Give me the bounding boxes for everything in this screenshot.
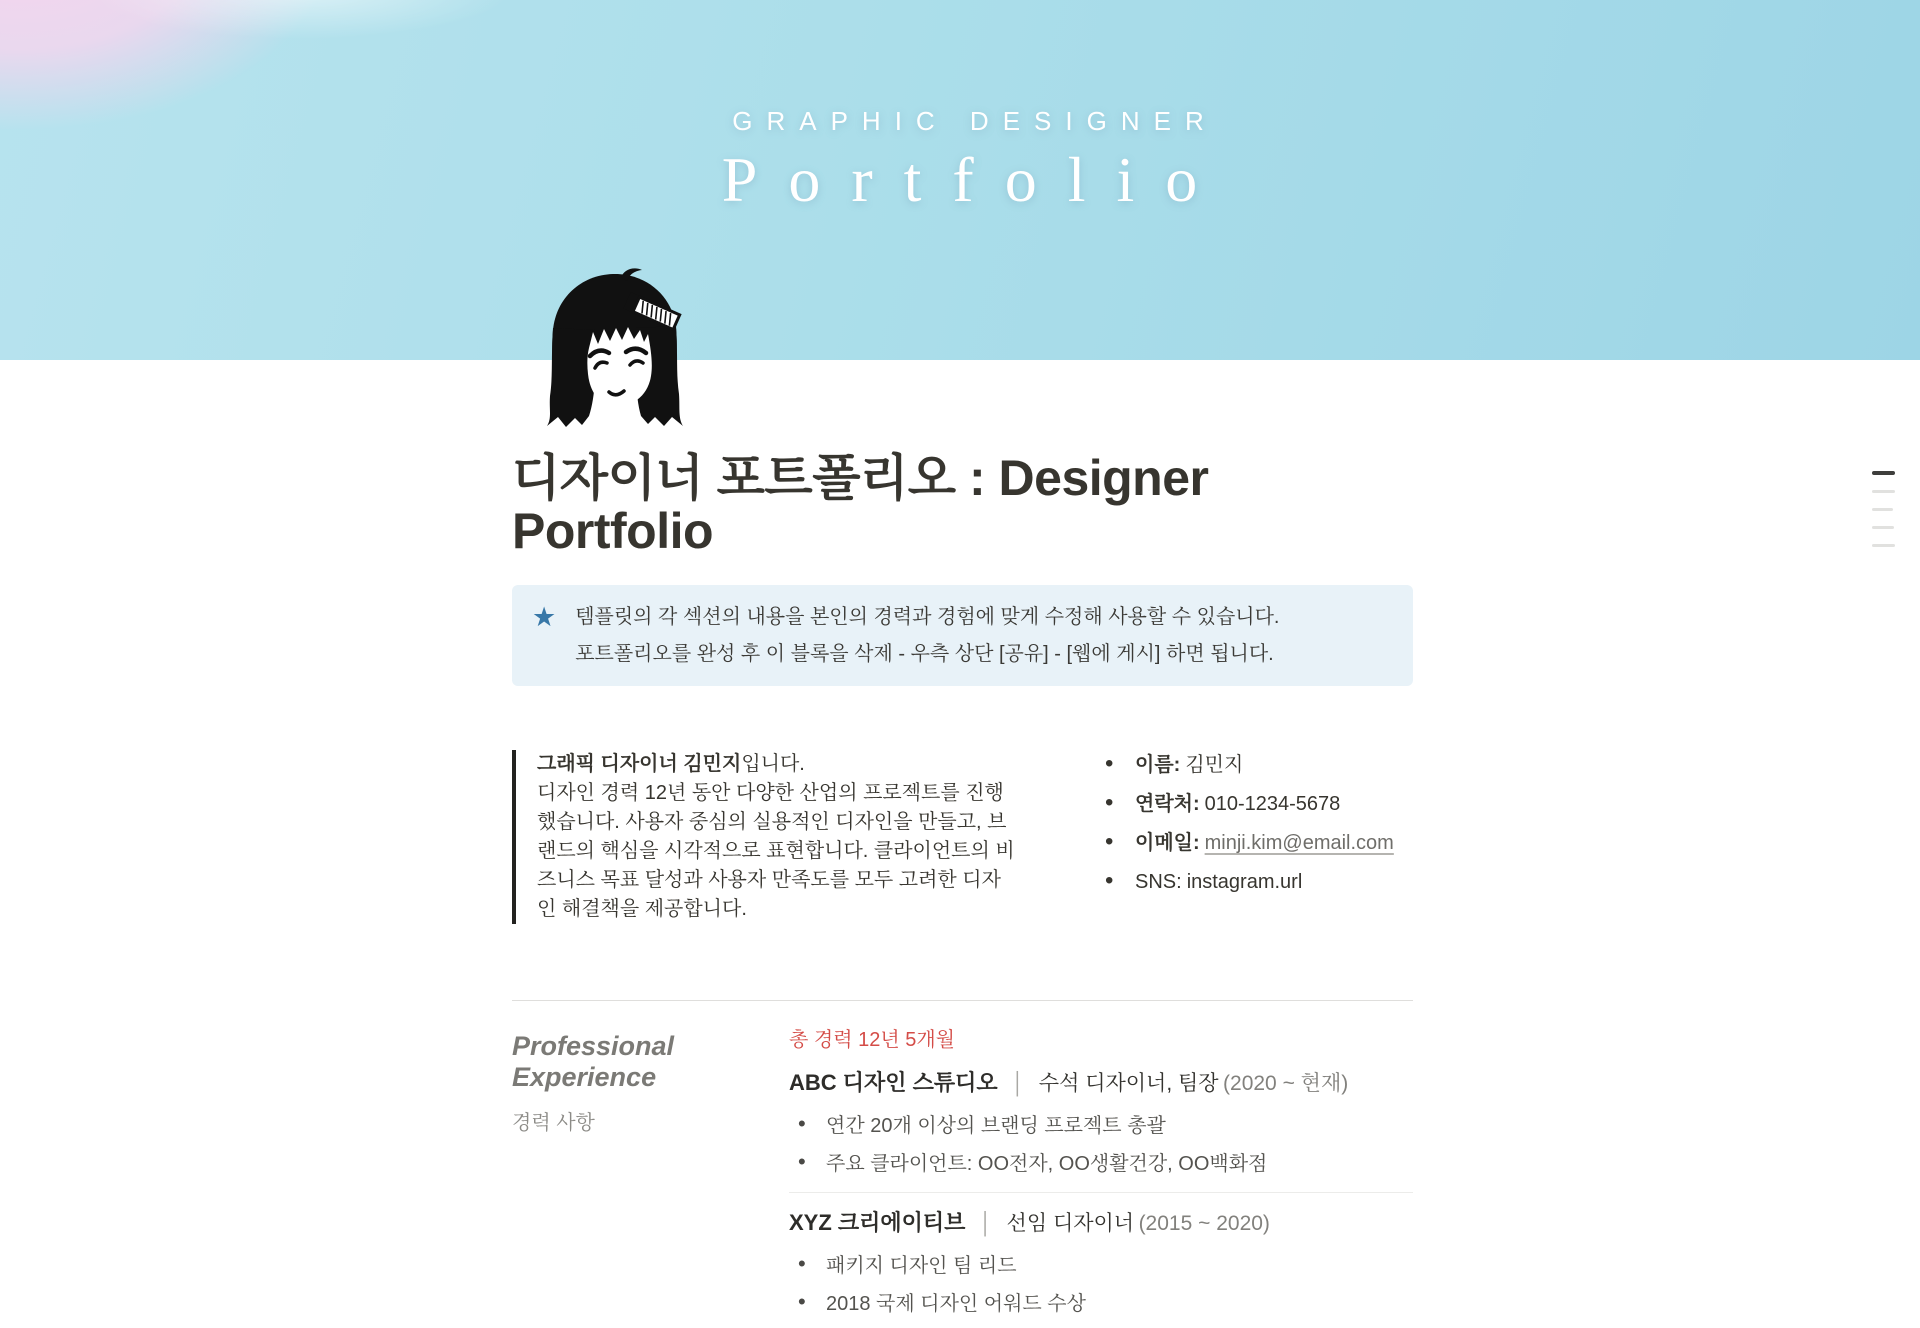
job-period: (2015 ~ 2020) [1138,1212,1270,1235]
experience-subheading: 경력 사항 [512,1112,595,1134]
table-of-contents-indicator[interactable] [1872,471,1895,562]
job-bullet-list [789,1252,1413,1318]
callout-line-2: 포트폴리오를 완성 후 이 블록을 삭제 - 우측 상단 [공유] - [웹에 게시] 하면 됩니다. [575,643,1274,665]
job-period: (2020 ~ 현재) [1223,1072,1349,1095]
page-content [512,0,1413,1328]
contact-item-name: • 이름: 김민지 [1105,750,1244,777]
job-header [789,1207,1413,1242]
experience-heading: Professional Experience [512,1031,675,1092]
job-divider [789,1192,1413,1193]
separator-bar: │ [979,1212,993,1235]
job-company: ABC 디자인 스튜디오 [789,1070,998,1095]
intro-section [512,750,1413,924]
job-bullet: • 연간 20개 이상의 브랜딩 프로젝트 총괄 [798,1111,1166,1137]
toc-line-active[interactable] [1872,471,1895,475]
quote-body: 디자인 경력 12년 동안 다양한 산업의 프로젝트를 진행했습니다. 사용자 중심의 실용적인 디자인을 만들고, 브랜드의 핵심을 시각적으로 표현합니다. 클라이언트의 비즈니스 목표 달성과 사용자 만족도를 모두 고려한 디자인 해결책을 제공합니다. [537,782,1015,920]
toc-line[interactable] [1872,544,1895,547]
contact-item-sns: • SNS: instagram.url [1105,867,1303,894]
quote-lead: 그래픽 디자이너 김민지입니다. [537,753,805,775]
callout-line-1: 템플릿의 각 섹션의 내용을 본인의 경력과 경험에 맞게 수정해 사용할 수 있습니다. [575,606,1280,628]
job-bullet: • 2018 국제 디자인 어워드 수상 [798,1289,1086,1315]
job-bullet-list [789,1112,1413,1178]
bullet-icon: • [798,1149,806,1174]
toc-line[interactable] [1872,508,1893,511]
experience-section [512,1025,1413,1328]
job-header [789,1067,1413,1102]
page-title: 디자이너 포트폴리오 : Designer Portfolio [512,450,1209,559]
bullet-icon: • [1105,789,1114,816]
bullet-icon: • [1105,828,1114,855]
job-bullet: • 주요 클라이언트: OO전자, OO생활건강, OO백화점 [798,1149,1268,1175]
toc-line[interactable] [1872,526,1894,529]
contact-item-email: • 이메일: minji.kim@email.com [1105,828,1394,855]
intro-quote-block [512,750,1017,924]
quote-name-bold: 그래픽 디자이너 김민지 [537,753,742,775]
job-entry [789,1207,1413,1318]
bullet-icon: • [798,1289,806,1314]
job-company: XYZ 크리에이티브 [789,1210,966,1235]
section-divider [512,1000,1413,1001]
bullet-icon: • [1105,750,1114,777]
callout-block [512,585,1413,686]
cover-title: Portfolio [721,144,1229,215]
contact-item-phone: • 연락처: 010-1234-5678 [1105,789,1341,816]
experience-detail-column [789,1025,1413,1328]
experience-total: 총 경력 12년 5개월 [789,1029,955,1051]
toc-line[interactable] [1872,490,1895,493]
bullet-icon: • [1105,867,1114,894]
cover-kicker: GRAPHIC DESIGNER [732,106,1218,136]
email-link[interactable]: minji.kim@email.com [1204,832,1394,854]
star-icon: ★ [532,602,557,632]
experience-heading-column [512,1025,789,1328]
bullet-icon: • [798,1111,806,1136]
job-entry [789,1067,1413,1178]
job-bullet: • 패키지 디자인 팀 리드 [798,1251,1017,1277]
callout-text [575,602,1279,669]
job-role: 선임 디자이너 [1006,1212,1135,1235]
job-role: 수석 디자이너, 팀장 [1038,1072,1219,1095]
contact-list [1095,750,1413,924]
separator-bar: │ [1011,1072,1025,1095]
bullet-icon: • [798,1251,806,1276]
